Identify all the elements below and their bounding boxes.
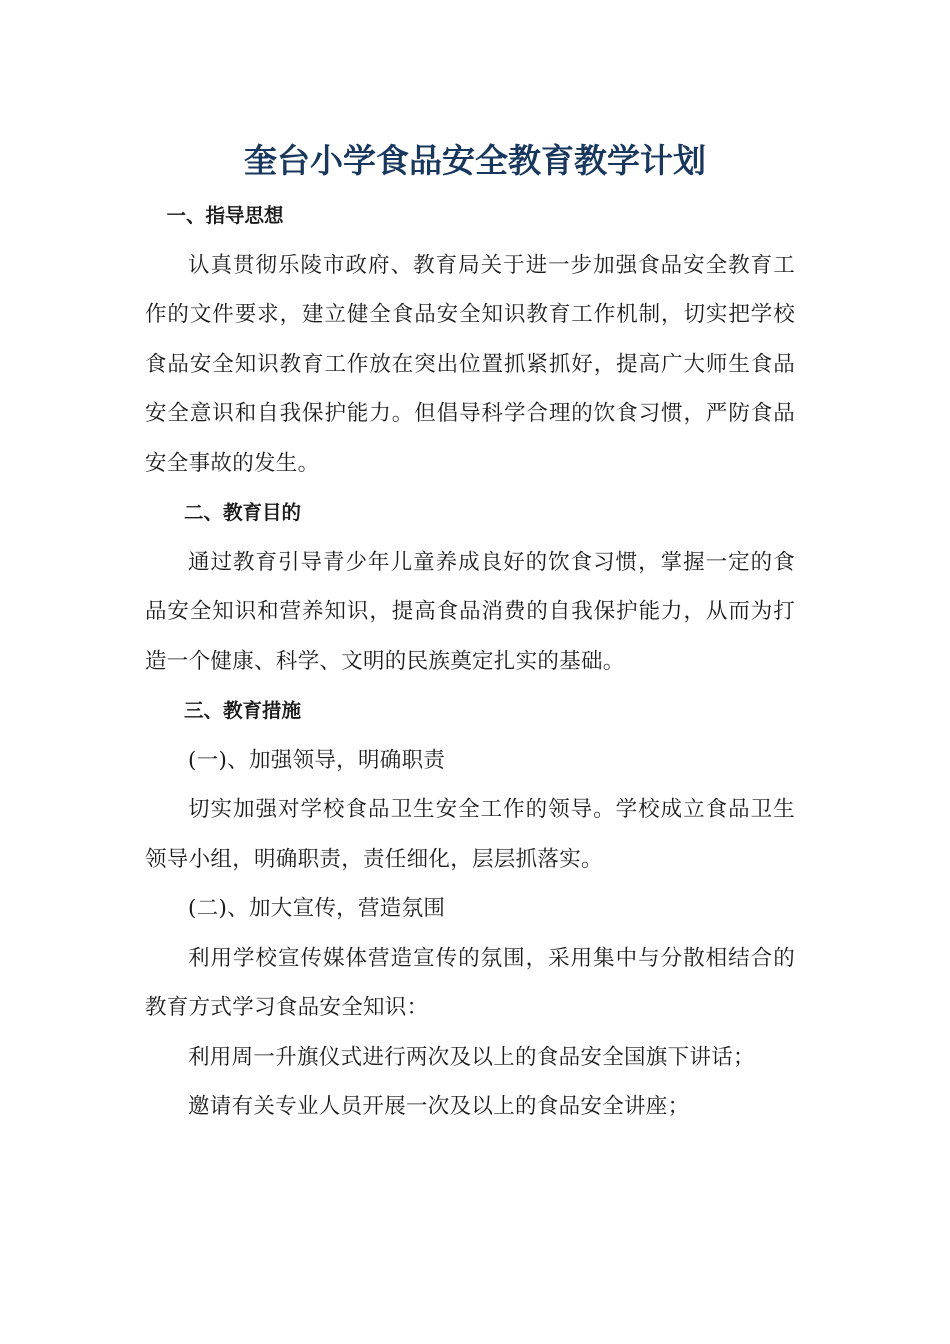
document-title: 奎台小学食品安全教育教学计划 (244, 141, 706, 180)
list-item: 利用周一升旗仪式进行两次及以上的食品安全国旗下讲话； (188, 1044, 755, 1070)
paragraph: 认真贯彻乐陵市政府、教育局关于进一步加强食品安全教育工作的文件要求，建立健全食品安全知识教育工作机制，切实把学校食品安全知识教育工作放在突出位置抓紧抓好，提高广大师生食品安全意识和自我保护能力。但倡导科学合理的饮食习惯，严防食品安全事故的发生。 (145, 252, 795, 476)
subheading-publicity: (二)、加大宣传，营造氛围 (188, 896, 446, 921)
document-body (145, 191, 795, 1132)
paragraph: 切实加强对学校食品卫生安全工作的领导。学校成立食品卫生领导小组，明确职责，责任细化，层层抓落实。 (145, 797, 795, 872)
subheading-leadership: (一)、加强领导，明确职责 (188, 747, 446, 773)
section-heading-education-purpose: 二、教育目的 (184, 501, 302, 524)
section-heading-education-measures: 三、教育措施 (184, 699, 302, 722)
paragraph: 通过教育引导青少年儿童养成良好的饮食习惯，掌握一定的食品安全知识和营养知识，提高食品消费的自我保护能力，从而为打造一个健康、科学、文明的民族奠定扎实的基础。 (145, 549, 795, 674)
section-heading-guiding-ideology: 一、指导思想 (166, 204, 284, 227)
paragraph: 利用学校宣传媒体营造宣传的氛围，采用集中与分散相结合的教育方式学习食品安全知识： (145, 945, 795, 1020)
list-item: 邀请有关专业人员开展一次及以上的食品安全讲座； (188, 1094, 690, 1119)
